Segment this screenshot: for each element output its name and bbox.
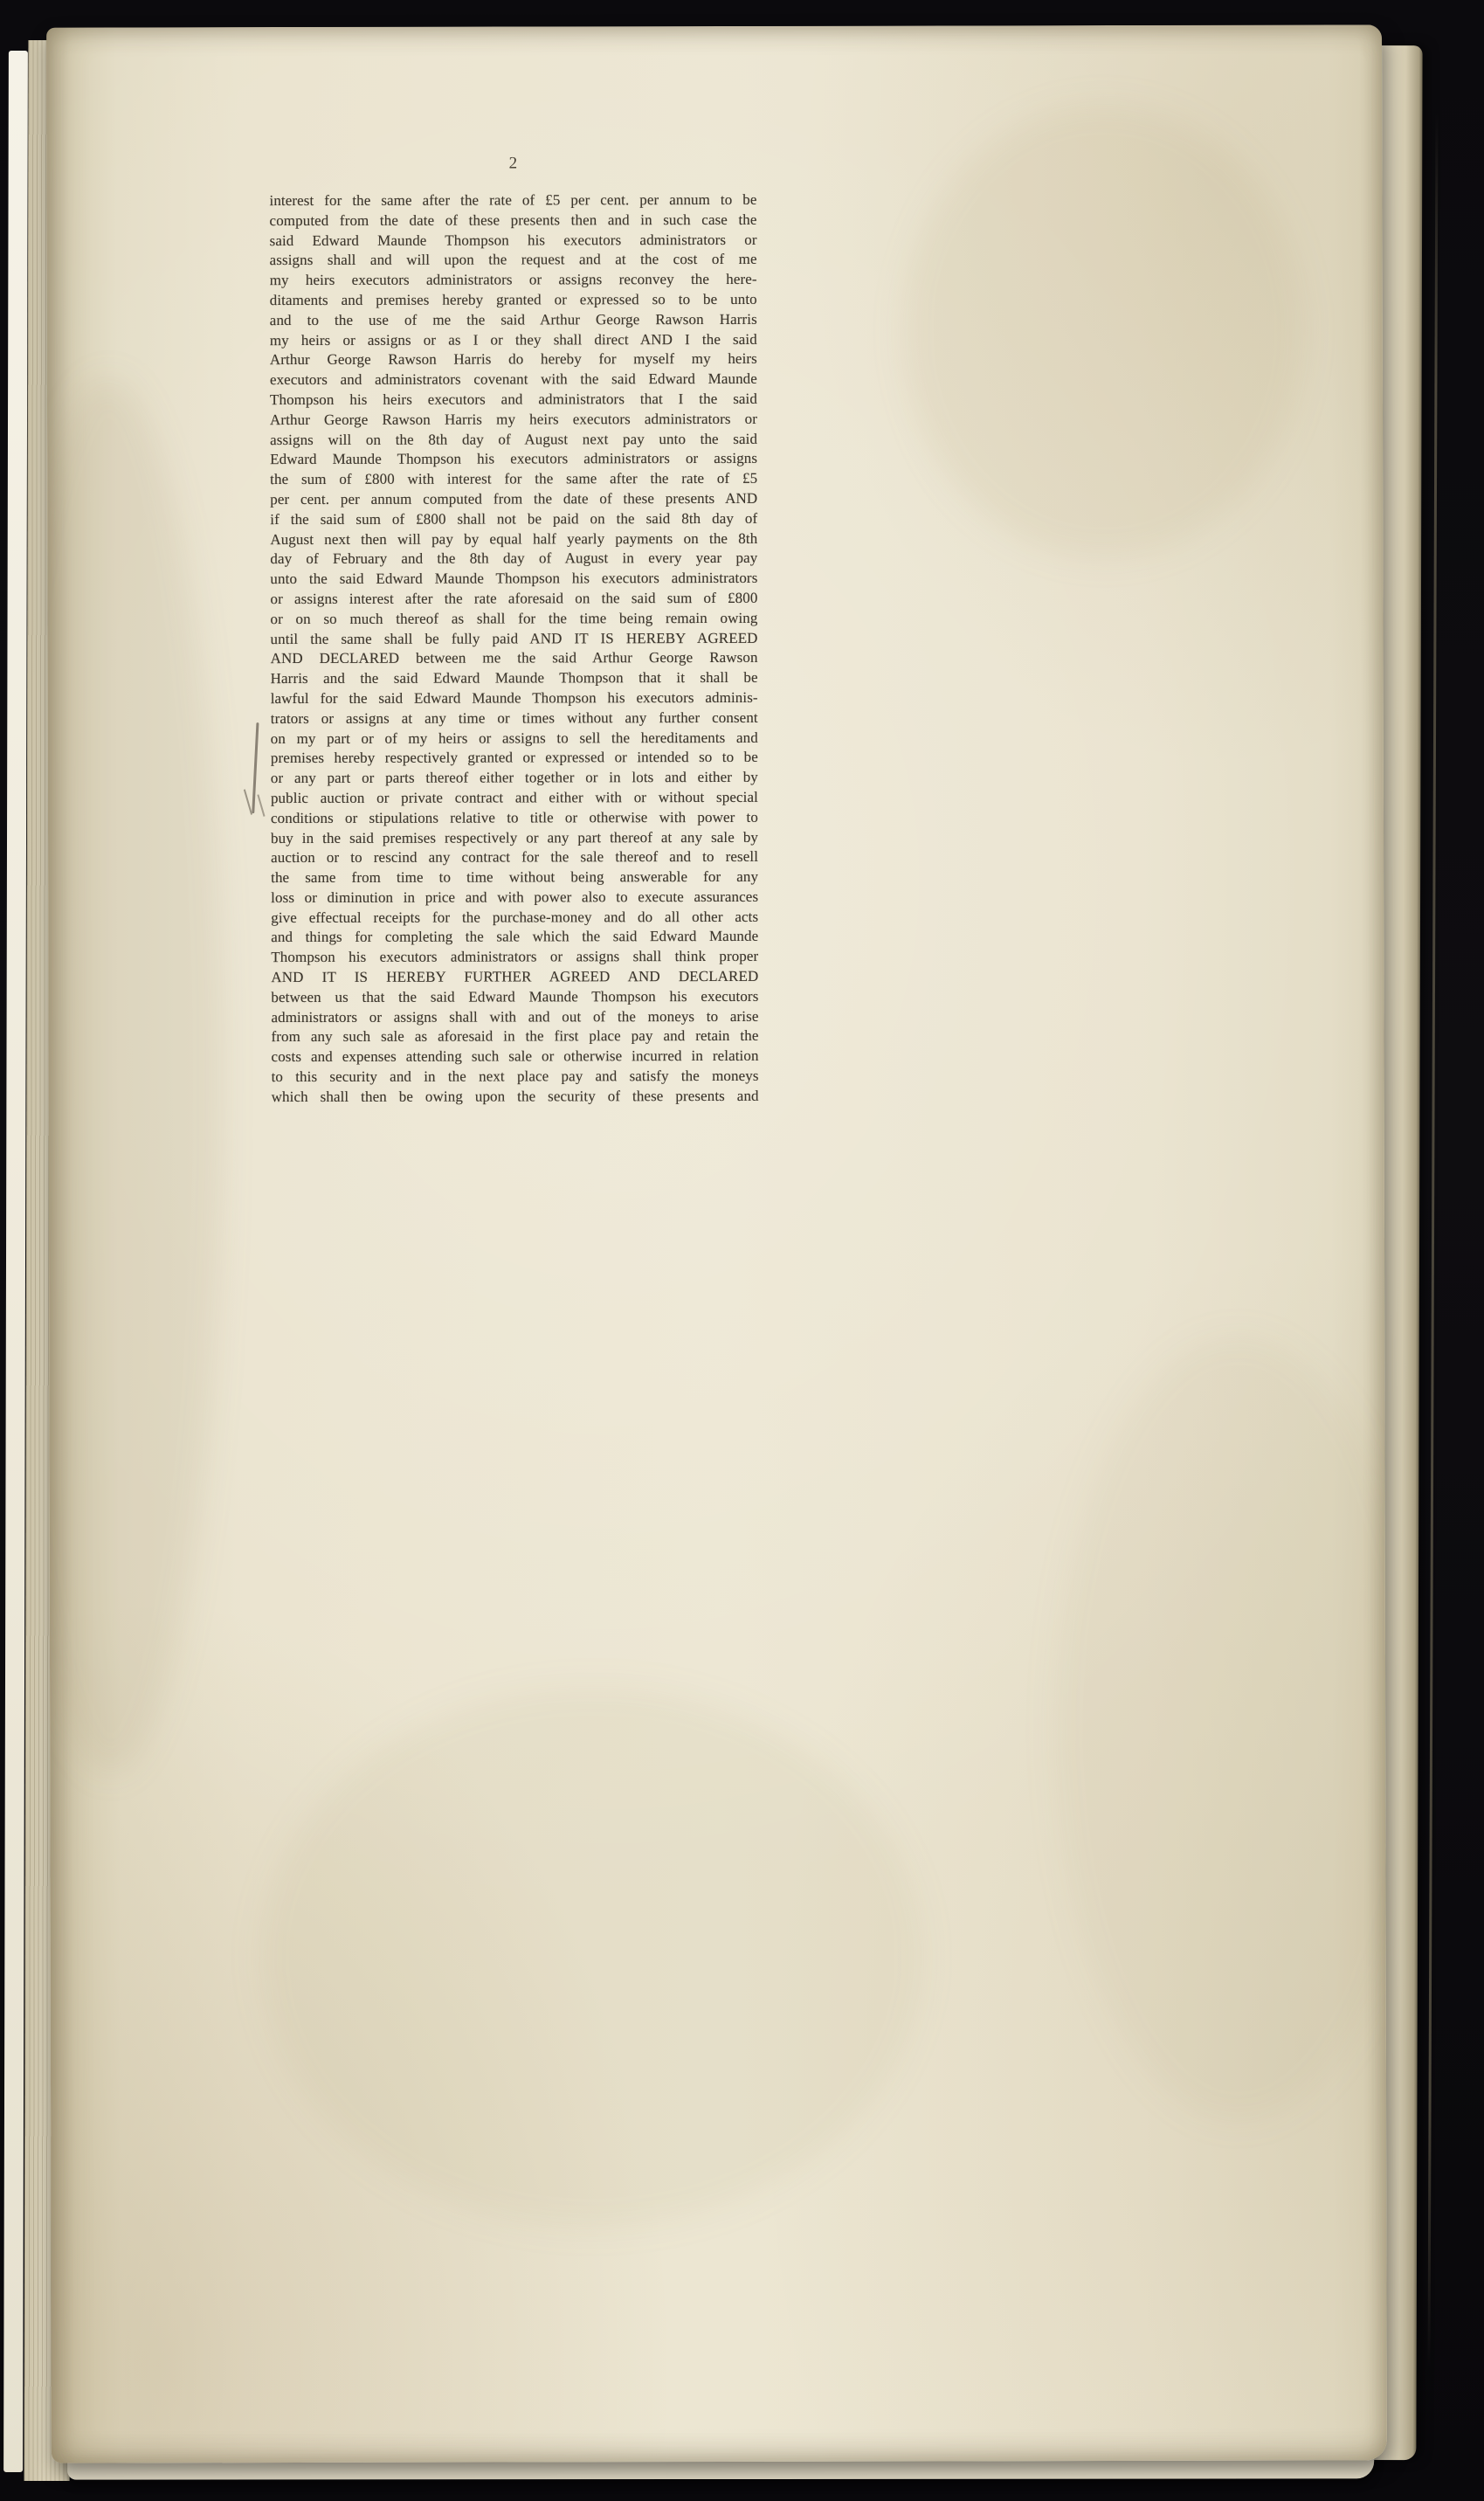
margin-pen-mark	[257, 794, 265, 817]
document-text-line: assigns shall and will upon the request and at the cost of me	[269, 251, 757, 269]
document-text-line: conditions or stipulations relative to title or otherwise with power to	[270, 808, 758, 826]
document-text-line: Thompson his heirs executors and administrators that I the said	[269, 390, 757, 409]
document-text-line: the sum of £800 with interest for the same after the rate of £5	[270, 470, 758, 488]
document-text-line: on my part or of my heirs or assigns to sell the hereditaments and	[270, 729, 758, 747]
document-text-line: if the said sum of £800 shall not be paid on the said 8th day of	[270, 509, 758, 528]
document-text-line: and things for completing the sale which the said Edward Maunde	[271, 928, 759, 946]
document-text-line: loss or diminution in price and with power also to execute assurances	[271, 888, 759, 906]
document-text-line: per cent. per annum computed from the date of these presents AND	[270, 489, 758, 508]
document-text-block	[269, 190, 758, 1108]
document-text-line: assigns will on the 8th day of August next pay unto the said	[270, 430, 758, 448]
document-text-line: between us that the said Edward Maunde Thompson his executors	[271, 987, 759, 1005]
document-text-line: AND DECLARED between me the said Arthur George Rawson	[270, 649, 758, 667]
document-text-line: or assigns interest after the rate aforesaid on the said sum of £800	[270, 589, 758, 608]
document-text-line: give effectual receipts for the purchase-money and do all other acts	[271, 908, 759, 926]
document-text-line: Thompson his executors administrators or assigns shall think proper	[271, 948, 759, 966]
document-text-line: my heirs or assigns or as I or they shall direct AND I the said	[269, 330, 757, 349]
paper-stain	[902, 104, 1305, 559]
document-text-line: my heirs executors administrators or assigns reconvey the here-	[269, 271, 757, 289]
document-text-line: from any such sale as aforesaid in the first place pay and retain the	[271, 1027, 759, 1046]
document-text-line: Edward Maunde Thompson his executors administrators or assigns	[270, 450, 758, 468]
document-text-line: said Edward Maunde Thompson his executors administrators or	[269, 231, 757, 249]
document-text-line: which shall then be owing upon the security of these presents and	[271, 1087, 759, 1105]
document-text-line: AND IT IS HEREBY FURTHER AGREED AND DECLARED	[271, 967, 759, 986]
margin-pen-mark	[252, 722, 259, 813]
document-text-line: day of February and the 8th day of August in every year pay	[270, 549, 758, 568]
paper-stain	[1053, 1335, 1387, 2122]
paper-stain	[46, 377, 224, 1775]
document-text-line: interest for the same after the rate of £5 per cent. per annum to be	[269, 190, 757, 210]
document-text-line: auction or to rescind any contract for the sale thereof and to resell	[271, 848, 759, 867]
document-text-line: executors and administrators covenant with the said Edward Maunde	[269, 370, 757, 389]
document-text-line: and to the use of me the said Arthur George Rawson Harris	[269, 310, 757, 328]
document-text-line: trators or assigns at any time or times without any further consent	[270, 708, 758, 727]
document-text-line: or on so much thereof as shall for the time being remain owing	[270, 609, 758, 627]
document-page	[46, 24, 1387, 2463]
document-text-line: lawful for the said Edward Maunde Thompson his executors adminis-	[270, 688, 758, 707]
document-text-line: Arthur George Rawson Harris my heirs executors administrators or	[270, 410, 758, 428]
document-text-line: August next then will pay by equal half yearly payments on the 8th	[270, 529, 758, 548]
paper-stain	[259, 1686, 924, 2229]
document-text-line: the same from time to time without being answerable for any	[271, 867, 759, 887]
document-text-line: premises hereby respectively granted or expressed or intended so to be	[270, 749, 758, 767]
right-far-page-edge-line	[1427, 114, 1438, 2367]
document-text-line: until the same shall be fully paid AND IT IS HEREBY AGREED	[270, 629, 758, 647]
document-text-line: unto the said Edward Maunde Thompson his executors administrators	[270, 570, 758, 588]
page-number: 2	[508, 154, 518, 173]
document-text-line: buy in the said premises respectively or any part thereof at any sale by	[271, 828, 759, 846]
document-text-line: or any part or parts thereof either together or in lots and either by	[270, 769, 758, 787]
document-text-line: Harris and the said Edward Maunde Thompson that it shall be	[270, 669, 758, 687]
document-text-line: public auction or private contract and either with or without special	[270, 788, 758, 806]
document-text-line: Arthur George Rawson Harris do hereby for myself my heirs	[269, 350, 757, 369]
margin-pen-mark	[244, 789, 252, 814]
document-text-line: to this security and in the next place pay and satisfy the moneys	[271, 1067, 759, 1086]
document-text-line: computed from the date of these presents then and in such case the	[269, 211, 757, 229]
document-text-line: ditaments and premises hereby granted or expressed so to be unto	[269, 290, 757, 309]
document-text-line: administrators or assigns shall with and out of the moneys to arise	[271, 1007, 759, 1026]
document-text-line: costs and expenses attending such sale or otherwise incurred in relation	[271, 1047, 759, 1066]
